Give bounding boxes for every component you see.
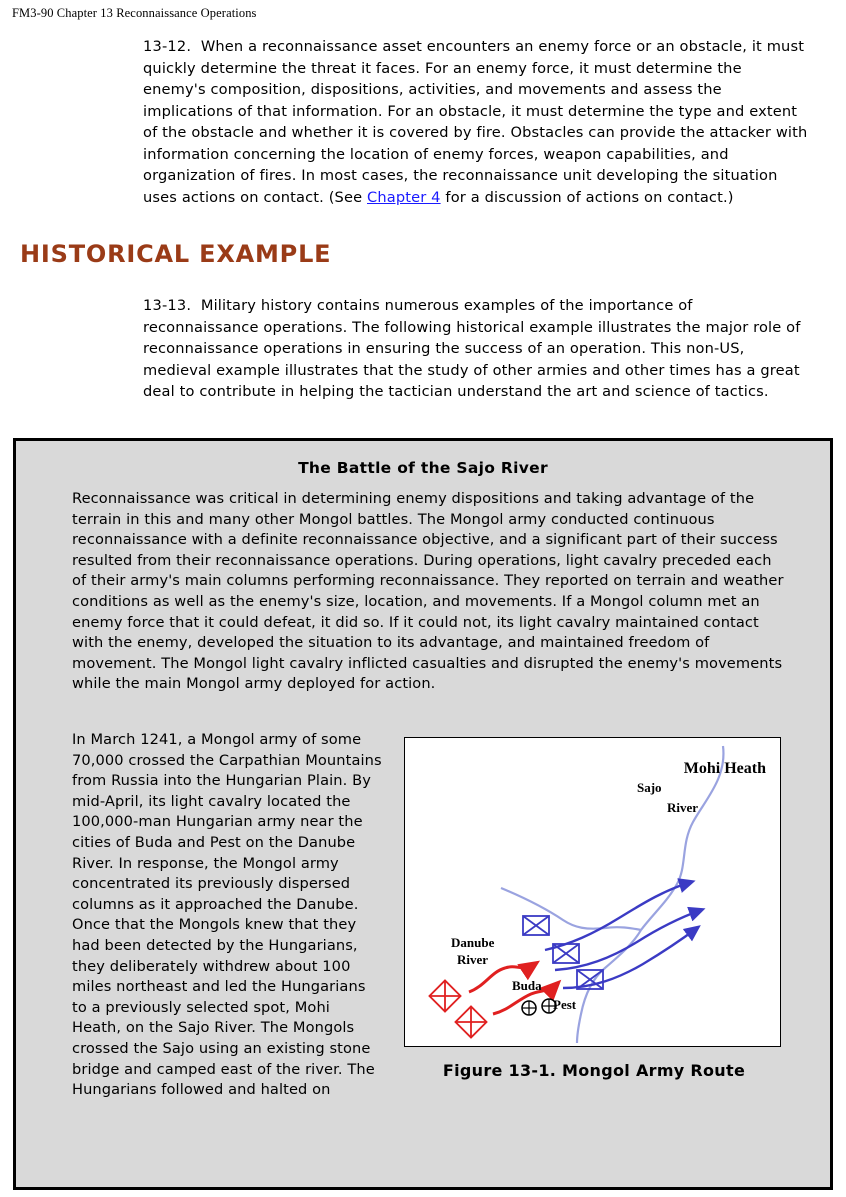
paragraph-13-13-number: 13-13. [143, 297, 192, 314]
map-label-sajo: Sajo [637, 780, 662, 795]
map-label-pest: Pest [553, 997, 577, 1012]
map-label-danube-river: River [457, 952, 489, 967]
paragraph-13-12-number: 13-12. [143, 38, 192, 55]
paragraph-13-13-text: Military history contains numerous examples of the importance of reconnaissance operations. The following historical example illustrates the major role of reconnaissance operations in ensuring the success of an operation. This non-US, medieval example illustrates that the study of other armies and other times has a great deal to contribute in helping the tactician understand the art and science of tactics. [143, 297, 801, 400]
map-label-sajo-river: River [667, 800, 699, 815]
danube-river-upper-path [501, 888, 605, 929]
map-label-buda: Buda [512, 978, 542, 993]
city-symbols [522, 999, 556, 1015]
paragraph-13-12-text-end: for a discussion of actions on contact.) [440, 188, 734, 206]
chapter-4-link[interactable]: Chapter 4 [367, 188, 441, 206]
running-header: FM3-90 Chapter 13 Reconnaissance Operations [12, 6, 257, 20]
section-heading-historical-example: HISTORICAL EXAMPLE [20, 240, 332, 268]
vignette-box [13, 438, 833, 1190]
vignette-title: The Battle of the Sajo River [298, 459, 548, 477]
mongol-arrow-north [545, 882, 691, 950]
paragraph-13-12-text: When a reconnaissance asset encounters an enemy force or an obstacle, it must quickly determine the threat it faces. For an enemy force, it must determine the enemy's composition, dispositions, activities, and movements and assess the implications of that information. For an obstacle, it must determine the type and extent of the obstacle and whether it is covered by fire. Obstacles can provide the attacker with information concerning the location of enemy forces, weapon capabilities, and organization of fires. In most cases, the reconnaissance unit developing the situation uses actions on contact. (See [143, 38, 808, 206]
mongol-army-route-map [405, 738, 779, 1045]
vignette-intro-text: Reconnaissance was critical in determining enemy dispositions and taking advantage of the terrain in this and many other Mongol battles. The Mongol army conducted continuous reconnaissance with a definite reconnaissance objective, and a significant part of their success resulted from their reconnaissance operations. During operations, light cavalry preceded each of their army's main columns performing reconnaissance. They reported on terrain and weather conditions as well as the enemy's size, location, and movements. If a Mongol column met an enemy force that it could defeat, it did so. If it could not, its light cavalry maintained contact with the enemy, developed the situation to its advantage, and maintained freedom of movement. The Mongol light cavalry inflicted casualties and disrupted the enemy's movements while the main Mongol army deployed for action. [72, 490, 784, 693]
paragraph-13-13 [143, 295, 808, 403]
river-join-path [605, 927, 641, 930]
figure-13-1 [404, 737, 784, 1080]
map-label-mohi-heath: Mohi Heath [683, 760, 766, 777]
figure-13-1-caption: Figure 13-1. Mongol Army Route [442, 1061, 746, 1080]
paragraph-13-12 [143, 36, 808, 208]
hungarian-unit-symbols [429, 980, 486, 1037]
map-label-danube: Danube [451, 935, 495, 950]
figure-13-1-image [404, 737, 781, 1047]
vignette-column-text: In March 1241, a Mongol army of some 70,000 crossed the Carpathian Mountains from Russia into the Hungarian Plain. By mid-April, its light cavalry located the 100,000-man Hungarian army near the cities of Buda and Pest on the Danube River. In response, the Mongol army concentrated its previously dispersed columns as it approached the Danube. Once that the Mongols knew that they had been detected by the Hungarians, they deliberately withdrew about 100 miles northeast and led the Hungarians to a previously selected spot, Mohi Heath, on the Sajo River. The Mongols crossed the Sajo using an existing stone bridge and camped east of the river. The Hungarians followed and halted on [72, 731, 382, 1099]
